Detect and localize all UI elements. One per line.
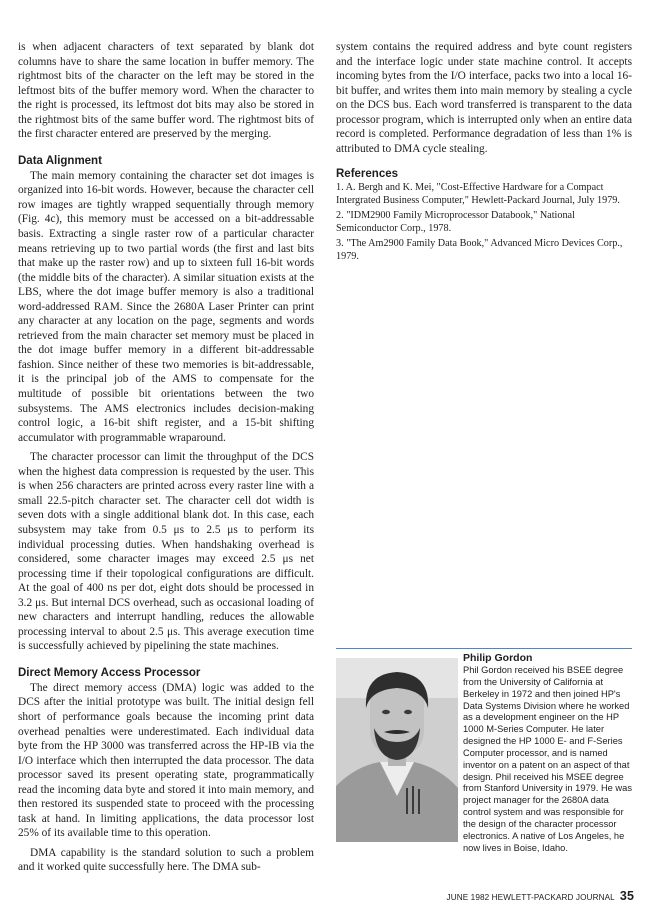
continuation-paragraph: system contains the required address and byte count registers and the interface logic under state machine control. It accepts incoming bytes from the I/O interface, packs two into a local 16-bit buffer, and writes them into main memory by stealing a cycle on the DCS bus. Each word transferred is transparent to the data processor program, which is interrupted only when an entire data record is completed. Performance degradation of less than 1% is attributed to DMA cycle stealing. [336,41,632,155]
data-alignment-heading: Data Alignment [18,154,102,167]
reference-item: 3. "The Am2900 Family Data Book," Advanced Micro Devices Corp., 1979. [336,238,623,262]
reference-item: 2. "IDM2900 Family Microprocessor Databook," National Semiconductor Corp., 1978. [336,210,575,235]
dma-heading: Direct Memory Access Processor [18,666,201,679]
bio-divider-rule [336,648,632,649]
reference-item: 1. A. Bergh and K. Mei, "Cost-Effective Hardware for a Compact Intergrated Business Computer," Hewlett-Packard Journal, July 1979. [336,182,620,207]
dma-paragraph-1: The direct memory access (DMA) logic was added to the DCS after the initial prototype was built. The initial design fell short of performance goals because the incoming print data overhead penalties were underestimated. Each individual data byte from the HP 3000 was transferred across the HP-IB via the I/O interface which then interrupted the data processor. The data processor saved its present operating state, programmatically read the incoming data byte and stored it into main memory, and then restored its suspended state to proceed with the processing task at hand. In limiting applications, the data processor lost 25% of its available time to this operation. [18,681,314,840]
data-alignment-paragraph-2: The character processor can limit the throughput of the DCS when the highest data compression is requested by the user. This is when 256 characters are printed across every raster line with a small 22.5-pitch character set. The character cell dot width is seven dots with a single additional blank dot. In this case, each subsystem may take from 0.5 μs to 2.5 μs to perform its individual processing duties. When handshaking overhead is considered, some character images may exceed 2.5 μs net processing time if their topological configurations are difficult. At the goal of 400 ns per dot, eight dots should be processed in 3.2 μs. But internal DCS overhead, such as occasional loading of new characters and interrupt handling, reduces the allowable processing interval to about 2.5 μs. This average execution time is successfully achieved by pipelining the state machines. [18,451,314,653]
page-number: 35 [619,889,634,903]
data-alignment-paragraph-1: The main memory containing the character set dot images is organized into 16-bit words. However, because the character cell row images are tightly wrapped sequentially through memory (Fig. 4c), this memory must be accessed on a bit-addressable basis. Extracting a single raster row of a particular character means retrieving up to two partial words (the first and last bits that make up the raster row) and up to sixteen full 16-bit words (the middle bits of the character). A similar situation exists at the LBS, where the dot image buffer memory is also a traditional word-addressed RAM. Since the 2680A Laser Printer can print any character at any location on the page, segments and words retrieved from the main character set memory must be placed in the dot image buffer memory in a different bit-addressable fashion. Since neither of these two memories is bit-addressable, it is the principal job of the AMS to compensate for the multitude of possible bit orientations between the two subsystems. The AMS electronics includes decision-making control logic, a 16-bit shift register, and a 15-bit shifting accumulator with programmable wraparound. [18,169,314,444]
right-column [336,40,632,266]
author-bio-text: Phil Gordon received his BSEE degree from the University of California at Berkeley in 1972 and then joined HP's Data Systems Division where he worked as a development engineer on the HP 1000 M-Series Computer. He later designed the HP 1000 E- and F-Series Computer processor, and is named inventor on a patent on an aspect of that design. Phil received his MSEE degree from Stanford University in 1979. He was project manager for the 2680A data control system and was responsible for the design of the character processor electronics. A native of Los Angeles, he now lives in Boise, Idaho. [463,665,632,853]
page-footer [447,889,634,903]
author-bio [463,652,633,855]
left-column [18,40,314,875]
references-heading: References [336,168,399,181]
dma-paragraph-2: DMA capability is the standard solution to such a problem and it worked quite successfully here. The DMA sub- [18,846,314,874]
author-name: Philip Gordon [463,652,533,664]
author-photo [336,658,458,842]
intro-paragraph: is when adjacent characters of text separated by blank dot columns have to share the same location in buffer memory. The rightmost bits of the character on the left may be stored in the leftmost bits of the buffer memory word. When the character to the right is processed, its leftmost dot bits may also be stored in the rightmost bits of the same buffer word. The rightmost bits of the first character entered are preserved by the merging. [18,41,314,141]
running-title: JUNE 1982 HEWLETT-PACKARD JOURNAL [446,893,615,902]
